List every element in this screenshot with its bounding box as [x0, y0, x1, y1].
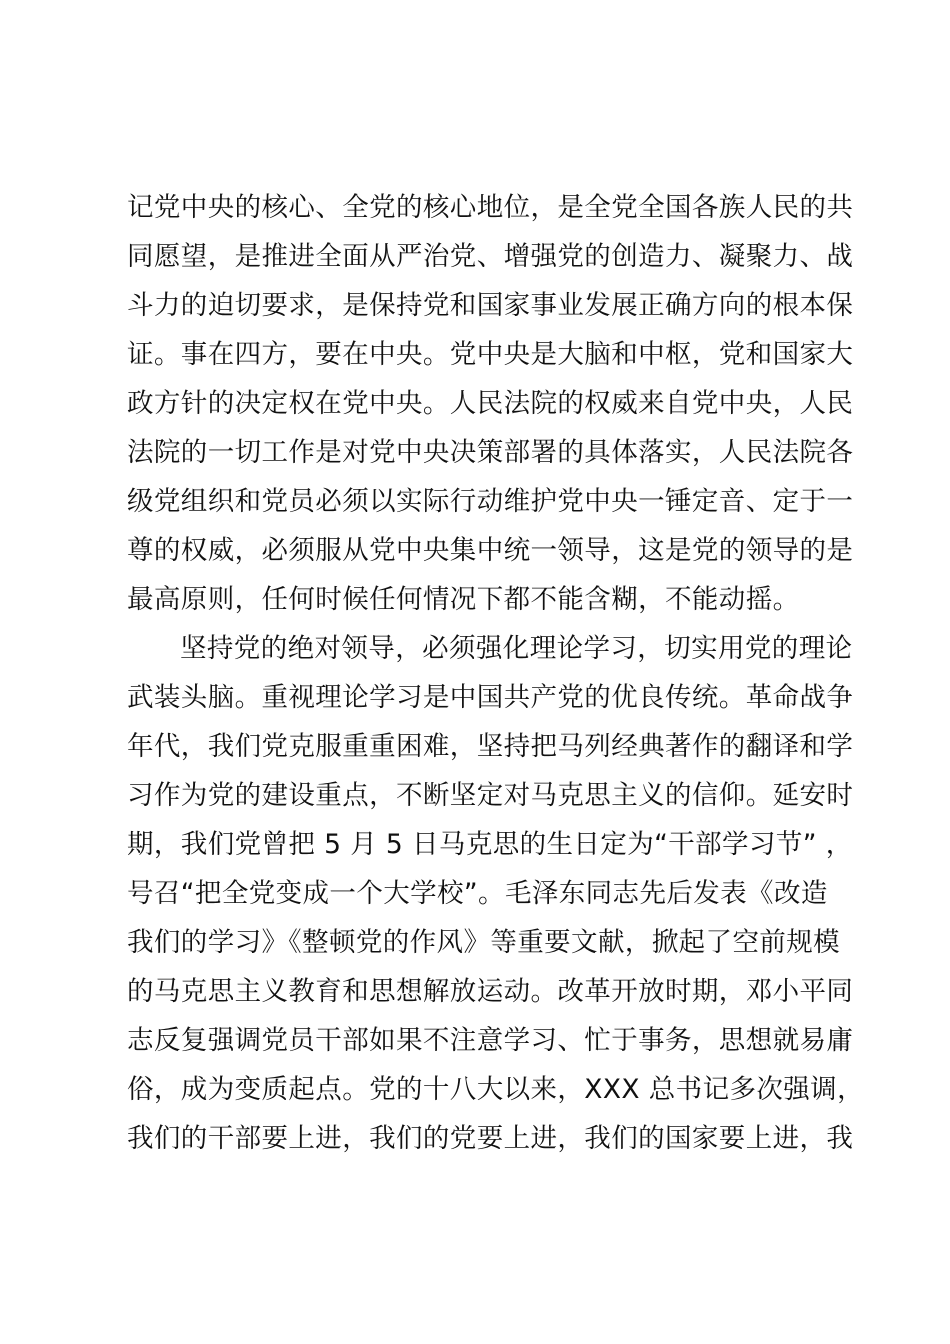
text-line: 的马克思主义教育和思想解放运动。改革开放时期，邓小平同	[127, 976, 854, 1007]
text-line: 记党中央的核心、全党的核心地位，是全党全国各族人民的共	[127, 192, 854, 223]
text-line: 期，我们党曾把 5 月 5 日马克思的生日定为“干部学习节” ，	[127, 829, 853, 860]
paragraph-1	[127, 183, 854, 624]
text-line: 号召“把全党变成一个大学校”。毛泽东同志先后发表《改造	[127, 878, 828, 909]
text-line: 年代，我们党克服重重困难，坚持把马列经典著作的翻译和学	[127, 731, 854, 762]
text-line: 同愿望，是推进全面从严治党、增强党的创造力、凝聚力、战	[127, 241, 854, 272]
text-line: 我们的干部要上进，我们的党要上进，我们的国家要上进，我	[127, 1123, 854, 1154]
text-line: 级党组织和党员必须以实际行动维护党中央一锤定音、定于一	[127, 486, 854, 517]
text-line: 尊的权威，必须服从党中央集中统一领导，这是党的领导的是	[127, 535, 854, 566]
text-line: 志反复强调党员干部如果不注意学习、忙于事务，思想就易庸	[127, 1025, 854, 1056]
text-line: 法院的一切工作是对党中央决策部署的具体落实，人民法院各	[127, 437, 854, 468]
paragraph-2	[127, 624, 864, 1163]
text-line: 武装头脑。重视理论学习是中国共产党的优良传统。革命战争	[127, 682, 854, 713]
body-text	[127, 183, 864, 1163]
text-line-indented: 坚持党的绝对领导，必须强化理论学习，切实用党的理论	[180, 633, 853, 664]
text-line: 我们的学习》《整顿党的作风》等重要文献，掀起了空前规模	[127, 927, 841, 958]
text-line: 证。事在四方，要在中央。党中央是大脑和中枢，党和国家大	[127, 339, 854, 370]
text-line: 政方针的决定权在党中央。人民法院的权威来自党中央，人民	[127, 388, 854, 419]
text-line: 斗力的迫切要求，是保持党和国家事业发展正确方向的根本保	[127, 290, 854, 321]
text-line: 习作为党的建设重点，不断坚定对马克思主义的信仰。延安时	[127, 780, 854, 811]
text-line: 最高原则，任何时候任何情况下都不能含糊，不能动摇。	[127, 584, 800, 615]
text-line: 俗，成为变质起点。党的十八大以来，XXX 总书记多次强调，	[127, 1074, 864, 1105]
